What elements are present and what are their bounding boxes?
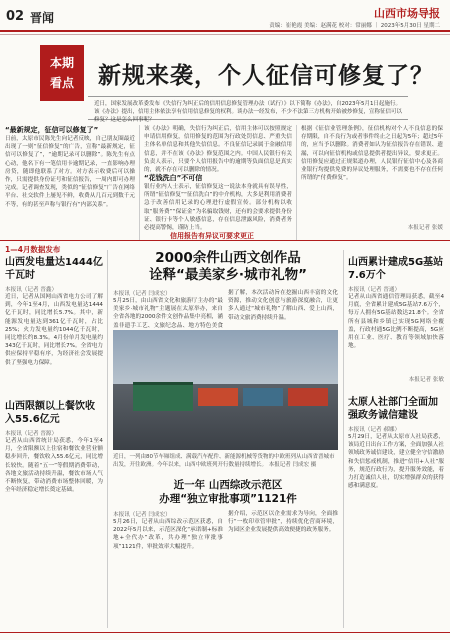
- bottom-article-byline: 本报讯（记者 闫成宏）: [113, 512, 171, 518]
- header-rule: [0, 30, 450, 32]
- photo-credit: 本报记者 闫成宏 摄: [268, 462, 317, 468]
- feature-column-a: [113, 289, 223, 329]
- lead-summary: 近日，国家发展改革委发布《失信行为纠正后的信用信息修复管理办法（试行）》以下简称《办法》，自2023年5月1日起施行。该《办法》提出，信用主体依法享有信用信息修复的权利。谈办法一经发布，不少不法第三方机构开始被炒修复，宣称征信可以修复？这是怎么回事呢？: [88, 96, 408, 120]
- lead-credit: 本报记者 张媛: [407, 225, 443, 231]
- article-body: 近日，记者从国网山西省电力公司了解到，今年1至4月，山西发电量达1444亿千瓦时，同比增长5.7%。其中，新能源发电量达到361亿千瓦时，占比25%；火力发电量约1044亿千瓦时，同比增长约8.3%。4月份单月发电量约343亿千瓦时，同比增长7%。全省电力供应保持平稳有序，为经济社会发展提供了坚强电力保障。: [5, 294, 103, 366]
- header-rule-thin: [0, 34, 450, 35]
- lead-headline: 新规来袭，个人征信可修复了？: [98, 63, 434, 89]
- section-rule: [0, 240, 450, 241]
- column-divider: [343, 250, 344, 628]
- footer-rule: [0, 632, 450, 633]
- feature-text-b: 据了解，本次活动旨在挖掘山西丰富的文化资源，推动文化创意与旅游深度融合，让更多人通过“城市礼物”了解山西、爱上山西，带动文旅消费持续升温。: [228, 290, 338, 321]
- bottom-article-column-a: [113, 510, 223, 628]
- photo-caption: [113, 453, 338, 469]
- feature-title-line-1: 2000余件山西文创作品: [155, 250, 301, 266]
- bottom-article-text-b: 据介绍，示范区以企业需求为导向，全面推行“一枚印章管审批”，持续优化营商环境，为园区企业发展提供高效便捷的政务服务。: [228, 511, 338, 534]
- page-number: 02: [6, 9, 25, 24]
- issue-meta: 责编：崔艳霞 美编：赵满花 校对：常丽娜 ｜ 2023年5月30日 星期二: [269, 23, 440, 29]
- locomotive: [133, 382, 193, 411]
- article-credit: 本报记者 张敏: [408, 377, 444, 383]
- bottom-title-line-2: 办理“独立审批事项”1121件: [159, 493, 297, 505]
- feature-text-a: 5月25日，由山西省文化和旅游厅主办的“最美家乡·城市礼物”主题展在太原举办，来自全省各地的2000余件文创作品集中亮相，涵盖非遗手工艺、文旅纪念品、地方特色美食: [113, 298, 223, 329]
- badge-line-2: 看点: [49, 76, 74, 90]
- photo-sky: [113, 330, 338, 384]
- article-byline: 本报讯（记者 晋通）: [348, 287, 401, 293]
- freight-train-photo: [113, 330, 338, 450]
- section-label: 1—4月数据发布: [5, 245, 61, 254]
- lead-text-3: 银行业内人士表示，征信修复这一说法本身就具有误导性，所谓“征信修复”“征信洗白”的中介机构，大多是利用消费者急于改善信用记录的心理进行虚假宣传。部分机构以收取“服务费”“保证金”为名骗取钱财，还有的会要求提供身份证、银行卡等个人敏感信息，存在信息泄露风险，消费者务必提高警惕，谨防上当。: [144, 184, 292, 232]
- lead-column-2: [144, 125, 292, 240]
- lead-text-2: 该《办法》明确，失信行为纠正后，信用主体可以按照规定申请信用修复，信用修复的范围为行政处罚信息、严重失信主体名单信息和其他失信信息。不良征信记录属于金融信用信息，并不在该《办法》修复范围之内。中国人民银行有关负责人表示，只要个人信用报告中的逾期等负面信息是真实的，就不存在可以删除的情况。: [144, 126, 292, 174]
- article-byline: 本报讯（记者 郝娜）: [348, 427, 401, 433]
- container-car: [198, 388, 238, 406]
- column-divider: [107, 250, 108, 628]
- column-divider: [139, 125, 140, 240]
- lead-footer-note: 信用报告有异议可要求更正: [170, 232, 254, 240]
- feature-byline: 本报讯（记者 闫成宏）: [113, 291, 171, 297]
- lead-text-4: 根据《征信业管理条例》，征信机构对个人不良信息的保存期限，自不良行为或者事件终止之日起为5年；超过5年的，应当予以删除。消费者如认为征信报告存在错误、遗漏，可以向征信机构或信息提供者提出异议，要求更正。信用修复应通过正规渠道办理，人民银行征信中心及各商业银行均提供免费的异议处理服务，不需要也不存在任何所谓的“付费修复”。: [301, 126, 443, 182]
- article-title: 太原人社部门全面加强政务诚信建设: [348, 397, 438, 421]
- article-5g: [348, 256, 444, 386]
- highlight-badge: [40, 45, 84, 101]
- article-body: 记者从山西省通信管理局获悉，截至4月底，全省累计建成5G基站7.6万个，每万人拥有5G基站数达21.8个。全省所有县城和乡镇已实现5G网络全覆盖，行政村通5G比例不断提高，5G应用在工业、医疗、教育等领域加快落地。: [348, 294, 444, 350]
- photo-caption-text: 近日，一列由80节车厢组成、满载汽车配件、新能源机械等货物的中欧班列从山西省晋城市出发，开往欧洲。今年以来，山西中欧班列开行数量持续增长。: [113, 454, 335, 468]
- container-car: [288, 388, 328, 406]
- article-title: 山西累计建成5G基站7.6万个: [348, 257, 444, 281]
- lead-column-1: [5, 125, 135, 240]
- article-title: 山西发电量达1444亿千瓦时: [5, 257, 103, 281]
- lead-text-1: 日前，太原市民陈先生向记者反映，自己朋友圈最近出现了一则“征信修复”的广告，宣称“最新规定，征信可以修复了”，“逾期记录可以删除”。陈先生有点心动，他名下有一笔信用卡逾期记录，一直影响办理房贷，随即他联系了对方。对方表示收费后可以操作，只需提供身份证号和征信报告，一周内即可办理完成。记者调查发现，类似的“征信修复”广告在网络平台、社交软件上屡见不鲜，收费从几百元到数千元不等，有的甚至声称与银行有“内部关系”。: [5, 136, 135, 208]
- bottom-article-title: [118, 478, 338, 506]
- lead-subhead-1: “最新规定，征信可以修复了”: [5, 126, 99, 134]
- article-body: 记者从山西省统计局获悉，今年1至4月，全省限额以上住宿和餐饮业营业额稳步回升，餐饮收入55.6亿元，同比增长较快。随着“五一”等假期消费带动，各地文旅活动持续升温，餐饮市场人气不断恢复，带动消费市场整体回暖，为全年经济稳定增长奠定基础。: [5, 438, 103, 494]
- section-name: 晋闻: [30, 11, 55, 25]
- lead-column-3: [301, 125, 443, 240]
- article-byline: 本报讯（记者 晋鑫）: [5, 287, 58, 293]
- bottom-article-text-a: 5月26日，记者从山西综改示范区获悉，自2022年5月以来，示范区深化“承诺制+标准地+全代办”改革，共办理“独立审批事项”1121件，审批效率大幅提升。: [113, 519, 223, 550]
- container-car: [243, 388, 283, 406]
- article-integrity: [348, 396, 444, 628]
- feature-title: [118, 250, 338, 284]
- column-divider: [296, 125, 297, 240]
- article-catering: [5, 400, 103, 630]
- badge-line-1: 本期: [49, 56, 74, 70]
- article-body: 5月29日，记者从太原市人社局获悉，该局近日出台工作方案，全面加强人社领域政务诚信建设，建立健全守信激励和失信惩戒机制，推进“信用+人社”服务，规范行政行为，提升服务效能，着力打造诚信人社，切实增强群众的获得感和满意度。: [348, 434, 444, 490]
- feature-title-line-2: 诠释“最美家乡·城市礼物”: [149, 267, 307, 283]
- article-power: [5, 256, 103, 396]
- article-byline: 本报讯（记者 晋源）: [5, 431, 58, 437]
- bottom-title-line-1: 近一年 山西综改示范区: [173, 479, 283, 491]
- masthead: 山西市场导报: [374, 7, 440, 20]
- lead-subhead-2: “花钱洗白”不可信: [144, 174, 203, 182]
- article-title: 山西限额以上餐饮收入55.6亿元: [5, 401, 95, 425]
